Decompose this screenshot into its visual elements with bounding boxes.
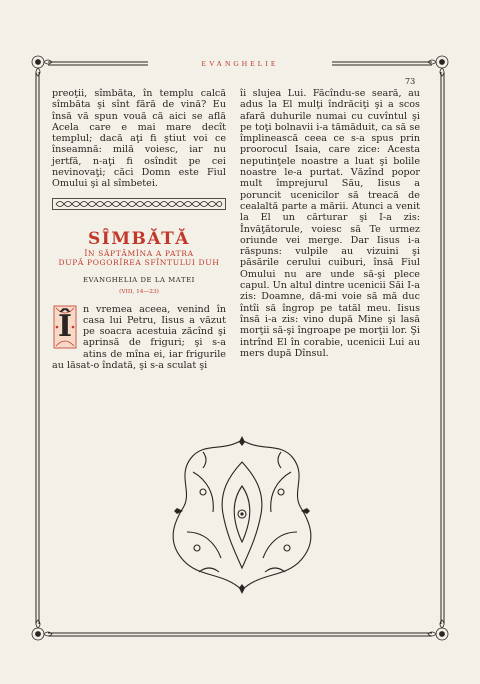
left-column	[52, 88, 226, 371]
paragraph-top: preoţii, sîmbăta, în templu calcă sîmbăta şi sînt fără de vină? Eu însă vă spun vouă că aici se află Acela care e mai mare decît templul; dacă aţi fi ştiut voi ce înseamnă: milă voiesc, iar nu jertfă, n-aţi fi osîndit pe cei nevinovaţi; căci Domn este Fiul Omului şi al sîmbetei.	[52, 88, 226, 190]
section-subtitle-line1: ÎN SĂPTĂMÎNA A PATRA	[84, 248, 194, 258]
section-title: SÎMBĂTĂ	[87, 228, 191, 249]
drop-cap	[52, 304, 78, 350]
floral-vignette-icon	[163, 432, 321, 598]
drop-cap-letter: Î	[57, 308, 73, 344]
ornamental-band-icon	[52, 198, 226, 210]
right-column	[240, 88, 420, 359]
running-header: EVANGHELIE	[201, 59, 279, 68]
paragraph-right: îi slujea Lui. Făcîndu-se seară, au adus la El mulţi îndrăciţi şi a scos afară duhurile numai cu cuvîntul şi pe toţi bolnavii i-a tămăduit, ca să se împlinească ceea ce s-a spus prin proorocul Isaia, care zice: Acesta neputinţele noastre a luat şi bolile noastre le-a purtat. Văzînd popor mult împrejurul Său, Iisus a poruncit ucenicilor să treacă de cealaltă parte a mării. Atunci a venit la El un cărturar şi I-a zis: Învăţătorule, voiesc să Te urmez oriunde vei merge. Dar Iisus i-a răspuns: vulpile au vizuini şi păsările cerului cuiburi, însă Fiul Omului nu are unde să-şi plece capul. Un altul dintre ucenicii Săi I-a zis: Doamne, dă-mi voie să mă duc întîi să îngrop pe tatăl meu. Iisus însă i-a zis: vino după Mine şi lasă morţii să-şi îngroape pe morţii lor. Şi intrînd El în corabie, ucenicii Lui au mers după Dînsul.	[240, 88, 420, 359]
section-subtitle-line2: DUPĂ POGORÎREA SFÎNTULUI DUH	[58, 258, 220, 268]
gospel-reference: EVANGHELIA DE LA MATEI	[83, 275, 195, 284]
page-number: 73	[405, 77, 416, 86]
paragraph-main: n vremea aceea, venind în casa lui Petru, Iisus a văzut pe soacra acestuia zăcînd şi aprinsă de friguri; şi s-a atins de mîna ei, iar frigurile au lăsat-o îndată, şi s-a sculat şi	[52, 303, 226, 372]
verse-reference: (VIII, 14—23)	[119, 289, 159, 296]
